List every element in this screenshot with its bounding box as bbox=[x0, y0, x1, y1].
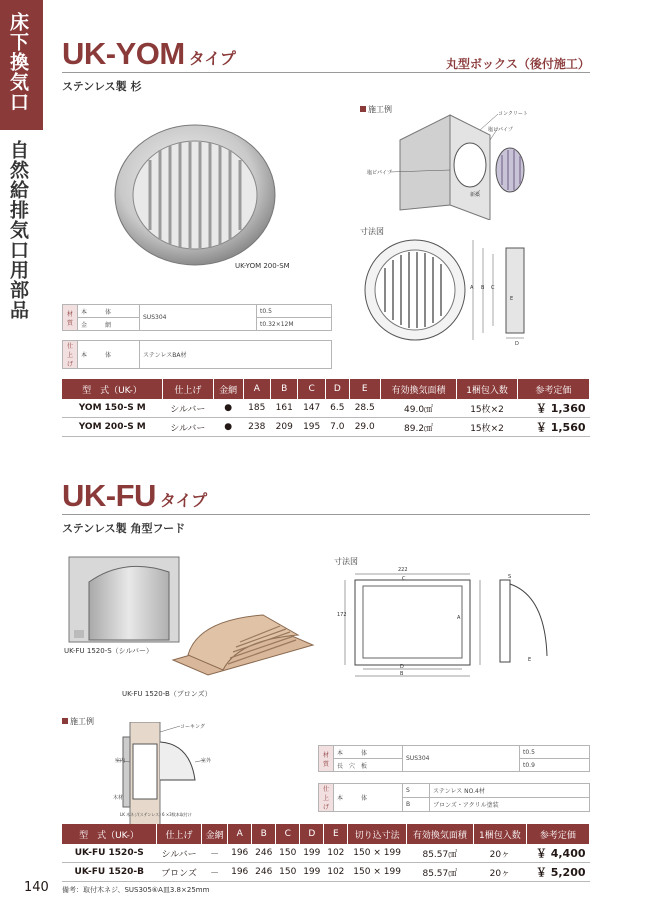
yom-callout-2: 塩ビパイプ bbox=[488, 127, 513, 133]
sidebar-category-block bbox=[0, 0, 43, 130]
col-price: 参考定価 bbox=[526, 824, 589, 844]
cell-area: 85.57㎠ bbox=[406, 844, 473, 863]
cell-a: 238 bbox=[243, 418, 270, 437]
col-d: D bbox=[325, 379, 349, 399]
cell-a: 185 bbox=[243, 399, 270, 418]
sidebar-subcategory: 自然給排気口用部品 bbox=[7, 140, 29, 320]
cell-b: 209 bbox=[271, 418, 298, 437]
fu-dimension-drawing bbox=[335, 566, 555, 686]
spec-material: SUS304 bbox=[140, 305, 257, 331]
cell-b: 246 bbox=[252, 844, 276, 863]
section1-title-main: UK-YOM bbox=[62, 36, 185, 71]
col-c: C bbox=[276, 824, 300, 844]
cell-a: 196 bbox=[228, 863, 252, 882]
table-header-row bbox=[62, 824, 590, 844]
cell-e: 102 bbox=[324, 844, 348, 863]
col-e: E bbox=[324, 824, 348, 844]
finish-code: S bbox=[403, 784, 430, 798]
cell-finish: シルバー bbox=[163, 399, 214, 418]
finish-part: 本 体 bbox=[78, 341, 140, 369]
finish-code: B bbox=[403, 798, 430, 812]
cell-d: 7.0 bbox=[325, 418, 349, 437]
cell-c: 150 bbox=[276, 863, 300, 882]
section2-install-text: 施工例 bbox=[70, 717, 94, 726]
table-header-row bbox=[62, 379, 590, 399]
spec-thickness: t0.5 bbox=[520, 746, 590, 759]
section2-title-main: UK-FU bbox=[62, 478, 156, 513]
fu-bronze-caption: UK-FU 1520-B（ブロンズ） bbox=[122, 690, 212, 698]
finish-part: 本 体 bbox=[334, 784, 403, 812]
yom-image-caption: UK-YOM 200-SM bbox=[235, 262, 290, 270]
section1-title-suffix: タイプ bbox=[188, 51, 236, 68]
fu-callout-2: 室外 bbox=[201, 758, 212, 764]
section2-dimension-label: 寸法図 bbox=[334, 557, 358, 566]
section2-title bbox=[62, 478, 207, 514]
cell-qty: 20ヶ bbox=[473, 844, 526, 863]
fu-dim-a: A bbox=[457, 615, 461, 621]
yom-dim-c: C bbox=[491, 285, 495, 291]
cell-cut: 150 × 199 bbox=[348, 844, 407, 863]
spec-part: 長 穴 板 bbox=[334, 759, 403, 772]
fu-dim-172: 172 bbox=[337, 612, 347, 618]
spec-part: 本 体 bbox=[78, 305, 140, 318]
yom-dimension-drawing bbox=[358, 238, 538, 348]
table-row bbox=[62, 418, 590, 437]
section2-rule bbox=[62, 514, 590, 515]
fu-callout-1: コーキング bbox=[180, 724, 205, 730]
section2-price-table bbox=[62, 824, 590, 882]
cell-model: UK-FU 1520-S bbox=[62, 844, 157, 863]
section2-finish-table bbox=[318, 783, 590, 812]
table-row bbox=[62, 844, 590, 863]
col-area: 有効換気面積 bbox=[380, 379, 456, 399]
finish-value: ブロンズ・アクリル塗装 bbox=[430, 798, 590, 812]
cell-e: 29.0 bbox=[349, 418, 380, 437]
fu-silver-product-image bbox=[64, 552, 184, 647]
spec-row bbox=[63, 305, 332, 318]
section-marker-icon bbox=[62, 718, 68, 724]
yom-dim-d: D bbox=[515, 341, 519, 347]
cell-d: 6.5 bbox=[325, 399, 349, 418]
fu-dim-b: B bbox=[400, 671, 404, 677]
fu-dim-s: S bbox=[508, 574, 512, 580]
spec-part: 金 網 bbox=[78, 318, 140, 331]
col-cut: 切り込寸法 bbox=[348, 824, 407, 844]
cell-mesh: － bbox=[202, 863, 228, 882]
col-finish: 仕上げ bbox=[163, 379, 214, 399]
cell-c: 147 bbox=[298, 399, 325, 418]
spec-thickness: t0.9 bbox=[520, 759, 590, 772]
fu-dim-222: 222 bbox=[398, 567, 408, 573]
spec-row bbox=[319, 746, 590, 759]
col-qty: 1梱包入数 bbox=[473, 824, 526, 844]
section1-spec-table bbox=[62, 304, 332, 331]
sidebar bbox=[0, 0, 43, 320]
cell-price: ￥ 1,360 bbox=[517, 399, 589, 418]
cell-c: 195 bbox=[298, 418, 325, 437]
section1-finish-table bbox=[62, 340, 332, 369]
col-mesh: 金網 bbox=[202, 824, 228, 844]
yom-callout-4: 新築 bbox=[470, 192, 481, 198]
yom-dim-b: B bbox=[481, 285, 485, 291]
table-row bbox=[62, 399, 590, 418]
cell-area: 85.57㎠ bbox=[406, 863, 473, 882]
cell-b: 246 bbox=[252, 863, 276, 882]
spec-material-header: 材質 bbox=[319, 746, 334, 772]
section1-box-label: 丸型ボックス（後付施工） bbox=[446, 57, 590, 71]
cell-price: ￥ 4,400 bbox=[526, 844, 589, 863]
spec-part: 本 体 bbox=[334, 746, 403, 759]
yom-product-image bbox=[110, 120, 280, 270]
col-model: 型 式（UK-） bbox=[62, 379, 163, 399]
cell-finish: シルバー bbox=[163, 418, 214, 437]
finish-row bbox=[319, 784, 590, 798]
yom-dim-e: E bbox=[510, 296, 514, 302]
cell-finish: シルバー bbox=[157, 844, 202, 863]
spec-finish-header: 仕上げ bbox=[319, 784, 334, 812]
col-qty: 1梱包入数 bbox=[457, 379, 518, 399]
cell-area: 49.0㎠ bbox=[380, 399, 456, 418]
spec-thickness: t0.32×12M bbox=[257, 318, 332, 331]
cell-d: 199 bbox=[300, 863, 324, 882]
section1-dimension-label: 寸法図 bbox=[360, 227, 384, 236]
col-d: D bbox=[300, 824, 324, 844]
cell-mesh: － bbox=[202, 844, 228, 863]
col-b: B bbox=[271, 379, 298, 399]
col-c: C bbox=[298, 379, 325, 399]
cell-b: 161 bbox=[271, 399, 298, 418]
finish-row bbox=[63, 341, 332, 369]
col-a: A bbox=[243, 379, 270, 399]
yom-callout-3: 塩ビパイプ bbox=[367, 170, 392, 176]
col-price: 参考定価 bbox=[517, 379, 589, 399]
cell-qty: 20ヶ bbox=[473, 863, 526, 882]
cell-cut: 150 × 199 bbox=[348, 863, 407, 882]
cell-area: 89.2㎠ bbox=[380, 418, 456, 437]
cell-qty: 15枚×2 bbox=[457, 399, 518, 418]
cell-price: ￥ 5,200 bbox=[526, 863, 589, 882]
fu-callout-3: 室内 bbox=[115, 758, 126, 764]
cell-mesh: ● bbox=[213, 418, 243, 437]
fu-callout-5: LK 木ネジ(ステンレス) 6 ×3数本取付け bbox=[120, 812, 192, 817]
spec-thickness: t0.5 bbox=[257, 305, 332, 318]
col-e: E bbox=[349, 379, 380, 399]
fu-bronze-product-image bbox=[168, 600, 318, 685]
section1-title bbox=[62, 36, 236, 72]
section1-price-table bbox=[62, 379, 590, 437]
section1-rule bbox=[62, 72, 590, 73]
cell-mesh: ● bbox=[213, 399, 243, 418]
cell-qty: 15枚×2 bbox=[457, 418, 518, 437]
page-number: 140 bbox=[24, 880, 49, 895]
spec-material: SUS304 bbox=[403, 746, 520, 772]
col-model: 型 式（UK-） bbox=[62, 824, 157, 844]
finish-value: ステンレス NO.4材 bbox=[430, 784, 590, 798]
finish-value: ステンレスBA材 bbox=[140, 341, 332, 369]
col-b: B bbox=[252, 824, 276, 844]
sidebar-category: 床下換気口 bbox=[7, 12, 29, 112]
section1-subtitle: ステンレス製 杉 bbox=[62, 80, 142, 93]
section1-install-text: 施工例 bbox=[368, 105, 392, 114]
table-row bbox=[62, 863, 590, 882]
sidebar-subcategory-block bbox=[0, 130, 43, 320]
section2-note: 備考：取付木ネジ、SUS305⑥A皿3.8×25mm bbox=[62, 886, 210, 894]
col-a: A bbox=[228, 824, 252, 844]
yom-callout-1: コンクリート bbox=[498, 111, 528, 117]
cell-a: 196 bbox=[228, 844, 252, 863]
section2-title-suffix: タイプ bbox=[159, 493, 208, 510]
yom-dim-a: A bbox=[470, 285, 474, 291]
cell-c: 150 bbox=[276, 844, 300, 863]
cell-finish: ブロンズ bbox=[157, 863, 202, 882]
fu-dim-e: E bbox=[528, 657, 532, 663]
spec-material-header: 材質 bbox=[63, 305, 78, 331]
cell-model: UK-FU 1520-B bbox=[62, 863, 157, 882]
fu-silver-caption: UK-FU 1520-S（シルバー） bbox=[64, 647, 153, 655]
col-mesh: 金網 bbox=[213, 379, 243, 399]
fu-callout-4: 木材 bbox=[113, 795, 124, 801]
cell-model: YOM 200-S M bbox=[62, 418, 163, 437]
col-area: 有効換気面積 bbox=[406, 824, 473, 844]
yom-install-diagram bbox=[380, 110, 580, 220]
col-finish: 仕上げ bbox=[157, 824, 202, 844]
section-marker-icon bbox=[360, 106, 366, 112]
cell-price: ￥ 1,560 bbox=[517, 418, 589, 437]
cell-e: 102 bbox=[324, 863, 348, 882]
fu-dim-c: C bbox=[402, 576, 406, 582]
section2-install-label bbox=[62, 716, 94, 727]
cell-e: 28.5 bbox=[349, 399, 380, 418]
cell-d: 199 bbox=[300, 844, 324, 863]
section2-subtitle: ステンレス製 角型フード bbox=[62, 522, 186, 535]
fu-dim-d: D bbox=[400, 664, 404, 670]
spec-finish-header: 仕上げ bbox=[63, 341, 78, 369]
cell-model: YOM 150-S M bbox=[62, 399, 163, 418]
section2-spec-table bbox=[318, 745, 590, 772]
